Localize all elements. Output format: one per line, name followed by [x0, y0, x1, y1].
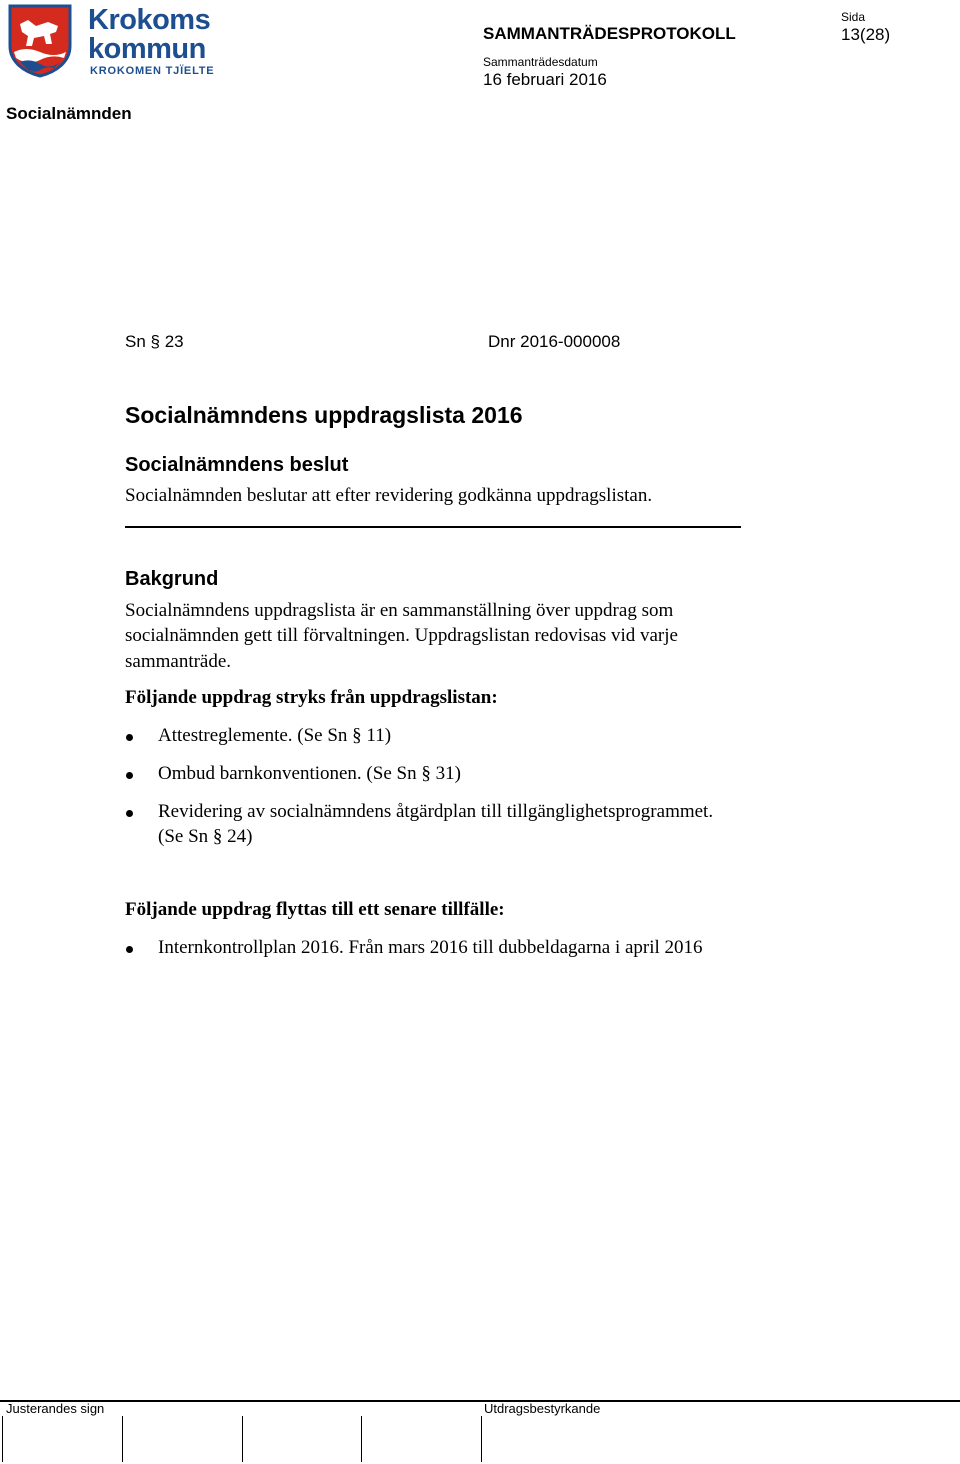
logo-name-line2: kommun [88, 33, 206, 65]
background-heading: Bakgrund [125, 568, 219, 590]
signature-box-divider [122, 1416, 123, 1462]
page-title: Socialnämndens uppdragslista 2016 [125, 402, 523, 428]
bullet-icon [126, 946, 133, 953]
signature-box-divider [242, 1416, 243, 1462]
bullet-icon [126, 810, 133, 817]
background-text-line: Socialnämndens uppdragslista är en sammanställning över uppdrag som [125, 600, 674, 621]
signature-label: Justerandes sign [6, 1401, 105, 1416]
signature-box-divider [361, 1416, 362, 1462]
organization-name: Socialnämnden [6, 104, 132, 123]
list-item: Attestreglemente. (Se Sn § 11) [158, 725, 392, 746]
moved-tasks-heading: Följande uppdrag flyttas till ett senare tillfälle: [125, 899, 505, 920]
municipality-logo [6, 2, 215, 80]
list-item-continuation: (Se Sn § 24) [158, 826, 253, 847]
list-item: Ombud barnkonventionen. (Se Sn § 31) [158, 763, 461, 784]
extract-certification-label: Utdragsbestyrkande [484, 1401, 601, 1416]
footer-divider [0, 1400, 960, 1402]
meeting-date-value: 16 februari 2016 [483, 70, 607, 89]
divider [125, 526, 741, 528]
case-number: Sn § 23 [125, 332, 184, 351]
signature-box-divider [481, 1416, 482, 1462]
list-item: Revidering av socialnämndens åtgärdplan till tillgänglighetsprogrammet. [158, 801, 714, 822]
list-item: Internkontrollplan 2016. Från mars 2016 till dubbeldagarna i april 2016 [158, 937, 703, 958]
page-label: Sida [841, 10, 866, 24]
coat-of-arms-icon [6, 2, 74, 78]
bullet-icon [126, 734, 133, 741]
logo-subtitle: KROKOMEN TJÏELTE [90, 65, 215, 77]
decision-heading: Socialnämndens beslut [125, 454, 349, 476]
decision-text: Socialnämnden beslutar att efter revidering godkänna uppdragslistan. [125, 485, 653, 506]
page-number: 13(28) [841, 25, 891, 44]
logo-name-line1: Krokoms [88, 4, 211, 36]
background-text-line: sammanträde. [125, 651, 232, 672]
signature-box-divider [2, 1416, 3, 1462]
bullet-icon [126, 772, 133, 779]
registration-number: Dnr 2016-000008 [488, 332, 621, 351]
removed-tasks-heading: Följande uppdrag stryks från uppdragslistan: [125, 687, 498, 708]
meeting-date-label: Sammanträdesdatum [483, 55, 598, 69]
background-text-line: socialnämnden gett till förvaltningen. Uppdragslistan redovisas vid varje [125, 625, 678, 646]
document-type: SAMMANTRÄDESPROTOKOLL [483, 24, 736, 43]
